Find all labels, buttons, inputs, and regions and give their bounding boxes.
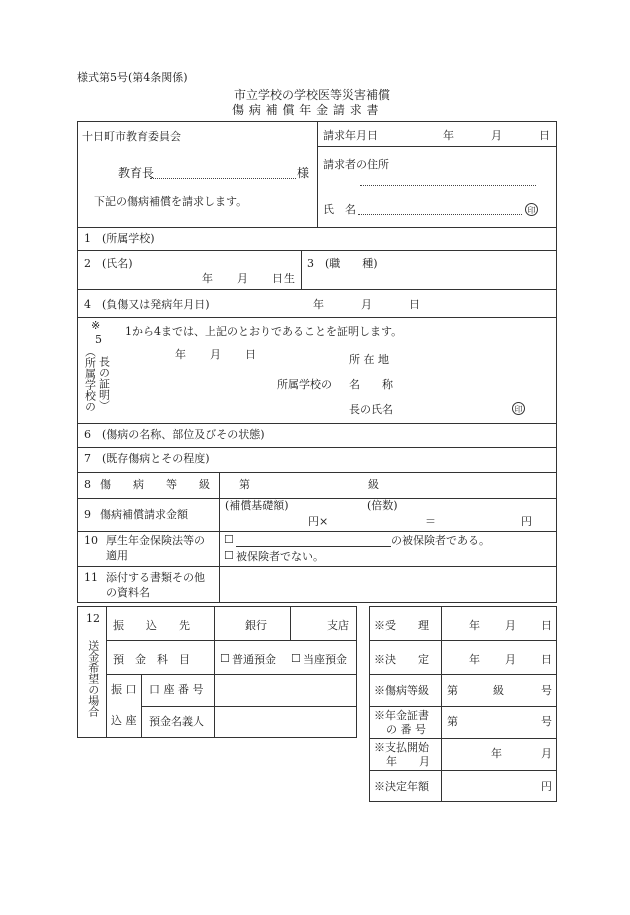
row5-school-of: 所属学校の (277, 378, 332, 391)
bank-label: 銀行 (245, 619, 267, 632)
row2-name: 2 (氏名) (84, 257, 133, 270)
account-number-label: 口 座 番 号 (149, 683, 204, 696)
request-text: 下記の傷病補償を請求します。 (94, 195, 248, 208)
decision-label: ※決 定 (374, 653, 429, 666)
insured-text: の被保険者である。 (391, 534, 490, 547)
name-label: 氏 名 (323, 203, 356, 216)
row5-vertical-a: （所属学校の (83, 346, 97, 412)
row4-month: 月 (361, 298, 372, 311)
row9-amount-label: 傷病補償請求金額 (100, 508, 188, 521)
row7-existing: 7 (既存傷病とその程度) (84, 452, 210, 465)
current-deposit-label: 当座預金 (303, 653, 347, 666)
row5-certify-text: 1から4までは、上記のとおりであることを証明します。 (125, 325, 403, 338)
grade-label: ※傷病等級 (374, 684, 429, 697)
row5-vertical-b: 長の証明） (97, 356, 111, 411)
payee-label: 振 込 先 (113, 619, 190, 632)
payment-start-label-1: ※支払開始 (374, 741, 429, 754)
row8-dai: 第 (239, 478, 250, 491)
addressee: 十日町市教育委員会 (82, 130, 181, 143)
row5-head-name: 長の氏名 (349, 403, 393, 416)
row5-seal-mark: 印 (512, 402, 525, 415)
office-use-table (369, 606, 557, 802)
grade-kyu: 級 (493, 684, 504, 697)
row5-school-name: 名 称 (349, 378, 393, 391)
insured-checkbox[interactable]: ☐ (224, 533, 234, 546)
row5-day: 日 (245, 348, 256, 361)
request-date-label: 請求年月日 (323, 129, 378, 142)
row4-day: 日 (409, 298, 420, 311)
ordinary-deposit-checkbox[interactable]: ☐ (220, 652, 230, 665)
row10-label-1: 厚生年金保険法等の (106, 534, 205, 547)
receipt-label: ※受 理 (374, 619, 429, 632)
account-name-label: 預金名義人 (149, 715, 204, 728)
row3-job-type: 3 (職 種) (307, 257, 378, 270)
decision-month: 月 (505, 653, 516, 666)
row8-number: 8 (84, 478, 91, 491)
receipt-month: 月 (505, 619, 516, 632)
row2-birth: 生 (284, 272, 295, 285)
seal-mark: 印 (525, 203, 538, 216)
row9-yen-times: 円× (308, 515, 329, 528)
row5-number: 5 (95, 333, 102, 346)
payment-start-year: 年 (491, 747, 502, 760)
address-label: 請求者の住所 (323, 158, 389, 171)
ordinary-deposit-label: 普通預金 (232, 653, 276, 666)
row2-month: 月 (237, 272, 248, 285)
row5-mark: ※ (91, 319, 101, 332)
row11-label-2: の資料名 (106, 586, 150, 599)
annual-amount-label: ※決定年額 (374, 780, 429, 793)
grade-go: 号 (541, 684, 552, 697)
row11-label-1: 添付する書類その他 (106, 571, 205, 584)
deposit-type-label: 預 金 科 目 (113, 653, 190, 666)
row2-day: 日 (272, 272, 283, 285)
row11-number: 11 (84, 571, 98, 584)
not-insured-text: 被保険者でない。 (236, 550, 324, 563)
row9-number: 9 (84, 508, 91, 521)
certificate-dai: 第 (447, 715, 458, 728)
not-insured-checkbox[interactable]: ☐ (224, 549, 234, 562)
row8-kyu: 級 (368, 478, 379, 491)
grade-dai: 第 (447, 684, 458, 697)
receipt-day: 日 (541, 619, 552, 632)
row10-label-2: 適用 (106, 549, 128, 562)
row2-year: 年 (202, 272, 213, 285)
form-title-line2: 傷 病 補 償 年 金 請 求 書 (232, 103, 380, 117)
row9-multiplier: (倍数) (367, 499, 398, 512)
request-year: 年 (443, 129, 454, 142)
furi-label: 振 口 (111, 683, 137, 696)
decision-year: 年 (469, 653, 480, 666)
certificate-go: 号 (541, 715, 552, 728)
annual-amount-yen: 円 (541, 780, 552, 793)
form-title-line1: 市立学校の学校医等災害補償 (234, 88, 391, 102)
form-number: 様式第5号(第4条関係) (77, 71, 188, 84)
row10-number: 10 (84, 534, 98, 547)
sama-label: 様 (297, 166, 310, 180)
request-day: 日 (539, 129, 550, 142)
remit-number: 12 (86, 612, 100, 625)
remit-vertical: 送金希望の場合 (86, 640, 100, 717)
certificate-label-1: ※年金証書 (374, 709, 429, 722)
payment-start-label-2: 年 月 (386, 755, 430, 768)
row9-base-amount: (補償基礎額) (225, 499, 289, 512)
row5-month: 月 (210, 348, 221, 361)
row4-year: 年 (313, 298, 324, 311)
current-deposit-checkbox[interactable]: ☐ (291, 652, 301, 665)
certificate-label-2: の 番 号 (386, 723, 426, 736)
row4-injury-date: 4 (負傷又は発病年月日) (84, 298, 210, 311)
row8-grade-label: 傷 病 等 級 (100, 478, 210, 491)
row9-equals: ＝ (425, 515, 436, 528)
row5-year: 年 (175, 348, 186, 361)
superintendent-label: 教育長 (118, 166, 155, 180)
receipt-year: 年 (469, 619, 480, 632)
komi-label: 込 座 (111, 714, 137, 727)
request-month: 月 (491, 129, 502, 142)
branch-label: 支店 (327, 619, 349, 632)
row9-yen: 円 (521, 515, 532, 528)
decision-day: 日 (541, 653, 552, 666)
payment-start-month: 月 (541, 747, 552, 760)
row6-condition: 6 (傷病の名称、部位及びその状態) (84, 428, 265, 441)
row1-school: 1 (所属学校) (84, 232, 155, 245)
row5-location: 所 在 地 (349, 353, 389, 366)
